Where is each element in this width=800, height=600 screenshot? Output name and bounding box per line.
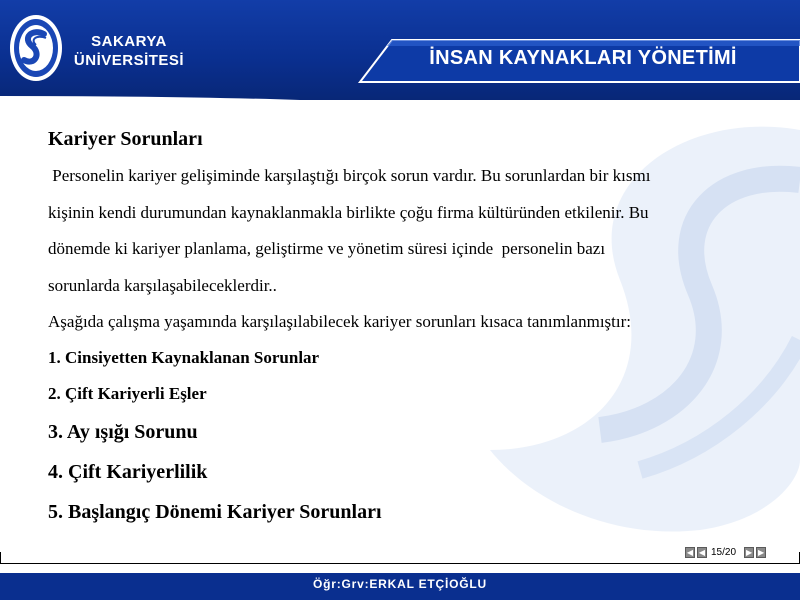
list-intro: Aşağıda çalışma yaşamında karşılaşılabilecek kariyer sorunları kısaca tanımlanmıştır: (48, 312, 631, 331)
page-title: İNSAN KAYNAKLARI YÖNETİMİ (429, 47, 737, 69)
paragraph-line: Personelin kariyer gelişiminde karşılaştığı birçok sorun vardır. Bu sorunlardan bir kısmı (48, 166, 651, 185)
list-item: 5. Başlangıç Dönemi Kariyer Sorunları (48, 501, 382, 523)
paragraph-line: kişinin kendi durumundan kaynaklanmakla birlikte çoğu firma kültüründen etkilenir. Bu (48, 202, 649, 222)
slide-pager (685, 545, 766, 559)
university-name-line1: SAKARYA (91, 33, 167, 50)
list-item: 4. Çift Kariyerlilik (48, 461, 208, 483)
paragraph-line: sorunlarda karşılaşabileceklerdir.. (48, 275, 277, 295)
university-logo-icon (8, 12, 64, 82)
next-page-icon[interactable]: ▶ (745, 547, 753, 557)
last-page-icon[interactable]: ▶ (757, 547, 765, 557)
paragraph-line: dönemde ki kariyer planlama, geliştirme ve yönetim süresi içinde personelin bazı (48, 239, 606, 258)
description-paragraph (48, 158, 778, 304)
footer-instructor: Öğr:Grv:ERKAL ETÇİOĞLU (312, 577, 488, 591)
first-page-icon[interactable]: ◀ (686, 547, 694, 557)
bottom-divider (0, 563, 800, 564)
university-name (66, 32, 192, 70)
list-item: 1. Cinsiyetten Kaynaklanan Sorunlar (48, 348, 320, 367)
prev-page-icon[interactable]: ◀ (698, 547, 706, 557)
list-item: 3. Ay ışığı Sorunu (48, 421, 198, 443)
university-name-line2: ÜNİVERSİTESİ (73, 52, 185, 69)
page-counter: 15/20 (711, 546, 737, 558)
slide-content (48, 124, 778, 532)
section-heading: Kariyer Sorunları (48, 128, 203, 150)
list-item: 2. Çift Kariyerli Eşler (48, 384, 207, 403)
